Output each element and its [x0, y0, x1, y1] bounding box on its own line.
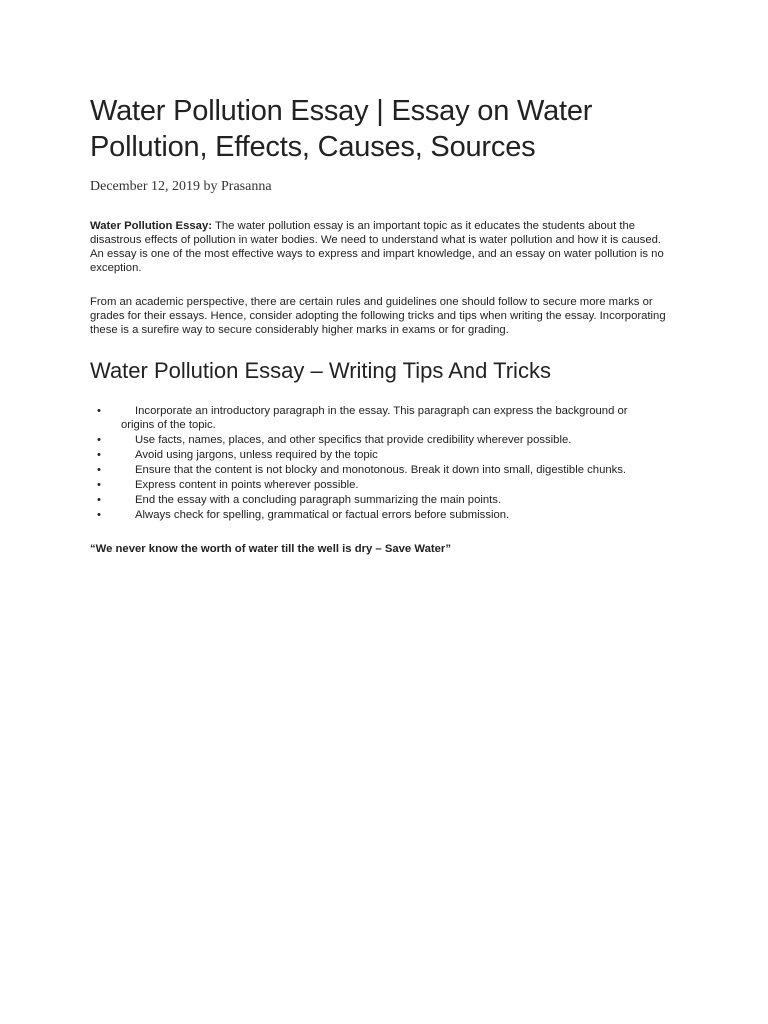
- list-item: [90, 404, 650, 432]
- bullet-icon: •: [97, 479, 101, 491]
- list-item: [90, 448, 650, 462]
- tips-list: [90, 404, 650, 523]
- bullet-icon: •: [97, 449, 101, 461]
- tip-text: Avoid using jargons, unless required by the topic: [135, 449, 378, 461]
- intro-lead: Water Pollution Essay:: [90, 220, 212, 232]
- article-byline: December 12, 2019 by Prasanna: [90, 179, 272, 194]
- tip-text: Express content in points wherever possible.: [135, 479, 359, 491]
- tip-text: End the essay with a concluding paragraph summarizing the main points.: [135, 494, 502, 506]
- intro-body: The water pollution essay is an important topic as it educates the students about the disastrous effects of pollution in water bodies. We need to understand what is water pollution and how it is caused. An essay is one of the most effective ways to express and impart knowledge, and an essay on water pollution is no exception.: [90, 220, 664, 274]
- tip-text: Always check for spelling, grammatical or factual errors before submission.: [135, 509, 510, 521]
- section-subtitle: Water Pollution Essay – Writing Tips And Tricks: [90, 358, 551, 383]
- list-item: [90, 463, 650, 477]
- list-item: [90, 508, 650, 522]
- bullet-icon: •: [97, 464, 101, 476]
- academic-paragraph: From an academic perspective, there are certain rules and guidelines one should follow to secure more marks or grades for their essays. Hence, consider adopting the following tricks and tips when writing the essay. Incorporating these is a surefire way to secure considerably higher marks in exams or for grading.: [90, 296, 666, 336]
- list-item: [90, 478, 650, 492]
- tip-text: Ensure that the content is not blocky and monotonous. Break it down into small, digestible chunks.: [135, 464, 627, 476]
- list-item: [90, 433, 650, 447]
- closing-quote: “We never know the worth of water till the well is dry – Save Water”: [90, 543, 451, 555]
- intro-paragraph: [90, 219, 674, 275]
- bullet-icon: •: [97, 434, 101, 446]
- list-item: [90, 493, 650, 507]
- bullet-icon: •: [97, 509, 101, 521]
- bullet-icon: •: [97, 405, 101, 417]
- tip-text: Incorporate an introductory paragraph in the essay. This paragraph can express the background or origins of the topic.: [121, 405, 628, 431]
- tip-text: Use facts, names, places, and other specifics that provide credibility wherever possible.: [135, 434, 572, 446]
- bullet-icon: •: [97, 494, 101, 506]
- article-title: Water Pollution Essay | Essay on Water Pollution, Effects, Causes, Sources: [90, 95, 593, 163]
